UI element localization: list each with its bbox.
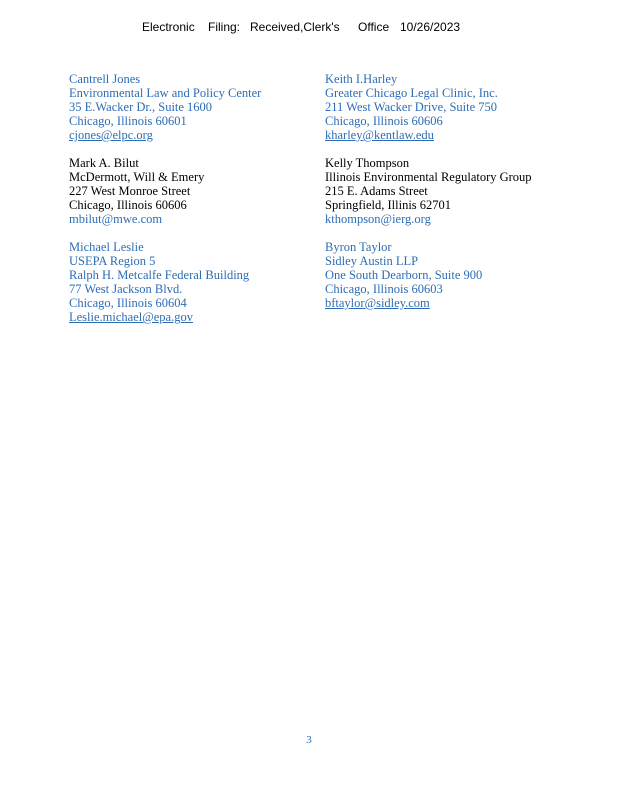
- header-date: 10/26/2023: [400, 20, 461, 34]
- header-received: Received,Clerk's: [250, 20, 340, 34]
- contact-name: Michael Leslie: [69, 240, 144, 254]
- service-row: [69, 156, 589, 240]
- contact-name: Keith I.Harley: [325, 72, 398, 86]
- contact-email-link[interactable]: cjones@elpc.org: [69, 128, 153, 142]
- contact-name: Cantrell Jones: [69, 72, 141, 86]
- contact-organization: Illinois Environmental Regulatory Group: [325, 170, 532, 184]
- service-entry: [69, 72, 261, 142]
- contact-email-link[interactable]: kharley@kentlaw.edu: [325, 128, 434, 142]
- service-entry: [325, 240, 482, 310]
- service-list: [69, 72, 589, 324]
- contact-address-line-2: Chicago, Illinois 60603: [325, 282, 443, 296]
- header-office: Office: [358, 20, 390, 34]
- contact-email-link[interactable]: bftaylor@sidley.com: [325, 296, 430, 310]
- contact-email-link[interactable]: Leslie.michael@epa.gov: [69, 310, 193, 324]
- service-row: [69, 72, 589, 156]
- contact-address-line-2: Chicago, Illinois 60606: [325, 114, 443, 128]
- contact-address-line-1: 35 E.Wacker Dr., Suite 1600: [69, 100, 213, 114]
- contact-address-line-2: Chicago, Illinois 60606: [69, 198, 187, 212]
- contact-organization: McDermott, Will & Emery: [69, 170, 205, 184]
- contact-address-line-1: 227 West Monroe Street: [69, 184, 191, 198]
- contact-organization: Sidley Austin LLP: [325, 254, 419, 268]
- contact-address-line-1: 215 E. Adams Street: [325, 184, 428, 198]
- contact-address-line-1: One South Dearborn, Suite 900: [325, 268, 483, 282]
- header-filing: Filing:: [208, 20, 241, 34]
- contact-address-line-2: 77 West Jackson Blvd.: [69, 282, 183, 296]
- contact-address-line-2: Chicago, Illinois 60601: [69, 114, 187, 128]
- contact-address-line-2: Springfield, Illinis 62701: [325, 198, 452, 212]
- service-entry: [69, 156, 204, 226]
- contact-name: Mark A. Bilut: [69, 156, 139, 170]
- contact-name: Kelly Thompson: [325, 156, 410, 170]
- contact-organization: Environmental Law and Policy Center: [69, 86, 262, 100]
- service-row: [69, 240, 589, 324]
- page-number: 3: [306, 734, 312, 746]
- contact-address-line-1: Ralph H. Metcalfe Federal Building: [69, 268, 250, 282]
- header-electronic: Electronic: [142, 20, 195, 34]
- contact-email[interactable]: mbilut@mwe.com: [69, 212, 163, 226]
- contact-name: Byron Taylor: [325, 240, 392, 254]
- filing-header: [0, 20, 618, 38]
- service-entry: [69, 240, 249, 324]
- contact-organization: USEPA Region 5: [69, 254, 156, 268]
- contact-address-line-3: Chicago, Illinois 60604: [69, 296, 187, 310]
- service-entry: [325, 72, 498, 142]
- service-entry: [325, 156, 532, 226]
- contact-email[interactable]: kthompson@ierg.org: [325, 212, 431, 226]
- contact-organization: Greater Chicago Legal Clinic, Inc.: [325, 86, 498, 100]
- contact-address-line-1: 211 West Wacker Drive, Suite 750: [325, 100, 498, 114]
